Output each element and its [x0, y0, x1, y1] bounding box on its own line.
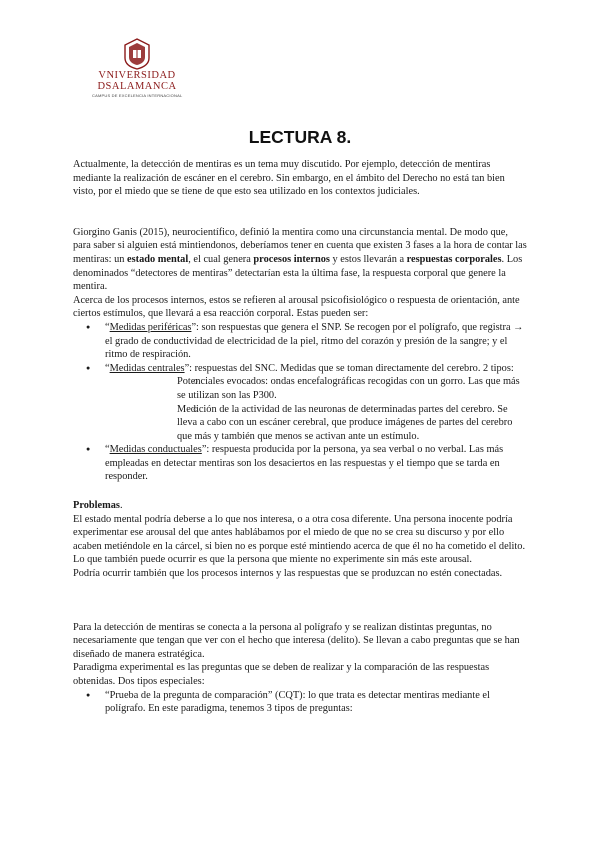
- paragraph-intro: Actualmente, la detección de mentiras es un tema muy discutido. Por ejemplo, detección de mentiras mediante la realización de escáner en el cerebro. Sin embargo, en el ámbito del Derecho no está tan bien visto, por el miedo que se tiene de que esto sea utilizado en los contextos judiciales.: [73, 159, 505, 198]
- sub-list: [105, 375, 528, 443]
- text-run: y estos llevarán a: [329, 253, 407, 265]
- item-text: ”: son respuestas que genera el SNP. Se recogen por el polígrafo, que registra → el grado de conductividad de electricidad de la piel, ritmo del corazón y presión de la sangre; y el ritmo de respiración.: [105, 321, 524, 361]
- logo-subtitle: CAMPUS DE EXCELENCIA INTERNACIONAL: [92, 93, 183, 98]
- problemas-heading: [73, 499, 528, 513]
- paragraph-poligrafo: Para la detección de mentiras se conecta a la persona al polígrafo y se realizan distintas preguntas, no necesariamente que tengan que ver con el hecho que interesa (delito). Se llevan a cabo preguntas que se han diseñado de manera estratégica.: [73, 621, 520, 660]
- term-medidas-conductuales: Medidas conductuales: [109, 444, 202, 456]
- sub-list-item: ○ Medición de la actividad de las neuronas de determinadas partes del cerebro. Se lleva a cabo con un escáner cerebral, que produce imágenes de partes del cerebro que más y también que menos se activan ante un estímulo.: [137, 403, 528, 444]
- term-respuestas-corporales: respuestas corporales: [406, 253, 502, 265]
- problemas-title-suffix: .: [119, 500, 123, 512]
- logo-line-1: VNIVERSIDAD: [98, 70, 176, 81]
- document-body: [73, 158, 528, 716]
- term-procesos-internos: procesos internos: [253, 253, 330, 265]
- item-text: ”: respuesta producida por la persona, ya sea verbal o no verbal. Las más empleadas en detectar mentiras son los desaciertos en las respuestas y el tiempo que se tarda en responder.: [105, 444, 504, 483]
- text-run: , el cual genera: [188, 253, 254, 265]
- paragraph-paradigma: Paradigma experimental es las preguntas que se deben de realizar y la comparación de las respuestas obtenidas. Dos tipos especiales:: [73, 662, 490, 687]
- list-item: [73, 443, 528, 484]
- university-logo: [92, 38, 182, 98]
- sub-list-item: ○ Potenciales evocados: ondas encefalográficas recogidas con un gorro. Las que más se utilizan son las P300.: [137, 375, 528, 402]
- list-item: [73, 321, 528, 362]
- quote-open: “: [105, 321, 110, 333]
- list-item: [73, 362, 528, 444]
- quote-open: “: [105, 362, 110, 374]
- list-item: ● “Prueba de la pregunta de comparación” (CQT): lo que trata es detectar mentiras mediante el polígrafo. En este paradigma, tenemos 3 tipos de preguntas:: [73, 689, 528, 716]
- text-run: Giorgino Ganis (2015), neurocientífico, definió la mentira como una circunstancia mental. De modo que, para saber si alguien está mintiendonos, deberíamos tener en cuenta que existen 3 fases a la hora de contar las mentiras: un: [73, 226, 527, 265]
- logo-line-2: DSALAMANCA: [97, 81, 177, 92]
- paradigm-list: [73, 689, 528, 716]
- quote-open: “: [105, 444, 110, 456]
- item-text: ”: respuestas del SNC. Medidas que se toman directamente del cerebro. 2 tipos:: [184, 362, 514, 374]
- measures-list: [73, 321, 528, 484]
- paragraph-ganis: [73, 226, 528, 294]
- university-seal-icon: [122, 38, 152, 70]
- text-run: . Los denominados “detectores de mentiras” detectarían esta la última fase, la respuesta corporal que genere la mentira.: [73, 253, 523, 293]
- paragraph-procesos: Acerca de los procesos internos, estos se refieren al arousal psicofisiológico o respuesta de orientación, ante ciertos estímulos, que llevará a esa reacción corporal. Estas pueden ser:: [73, 294, 520, 320]
- paragraph-problemas-1: El estado mental podría deberse a lo que nos interesa, o a otra cosa diferente. Una persona inocente podría experimentar ese arousal del que antes hablábamos por el miedo de que no se crea su discurso y por ello acaben metiéndole en la cárcel, si bien no es porque esté mintiendo acerca de que él no ha cometido el delito. Lo que también puede ocurrir es que la persona que miente no experimente sin más este arousal.: [73, 513, 526, 566]
- term-medidas-centrales: Medidas centrales: [109, 362, 185, 374]
- paragraph-problemas-2: Podría ocurrir también que los procesos internos y las respuestas que se produzcan no estén conectadas.: [73, 568, 503, 580]
- page-title: LECTURA 8.: [248, 127, 352, 147]
- term-medidas-perifericas: Medidas periféricas: [109, 321, 192, 333]
- term-estado-mental: estado mental: [127, 253, 189, 265]
- problemas-title: Problemas: [73, 500, 120, 512]
